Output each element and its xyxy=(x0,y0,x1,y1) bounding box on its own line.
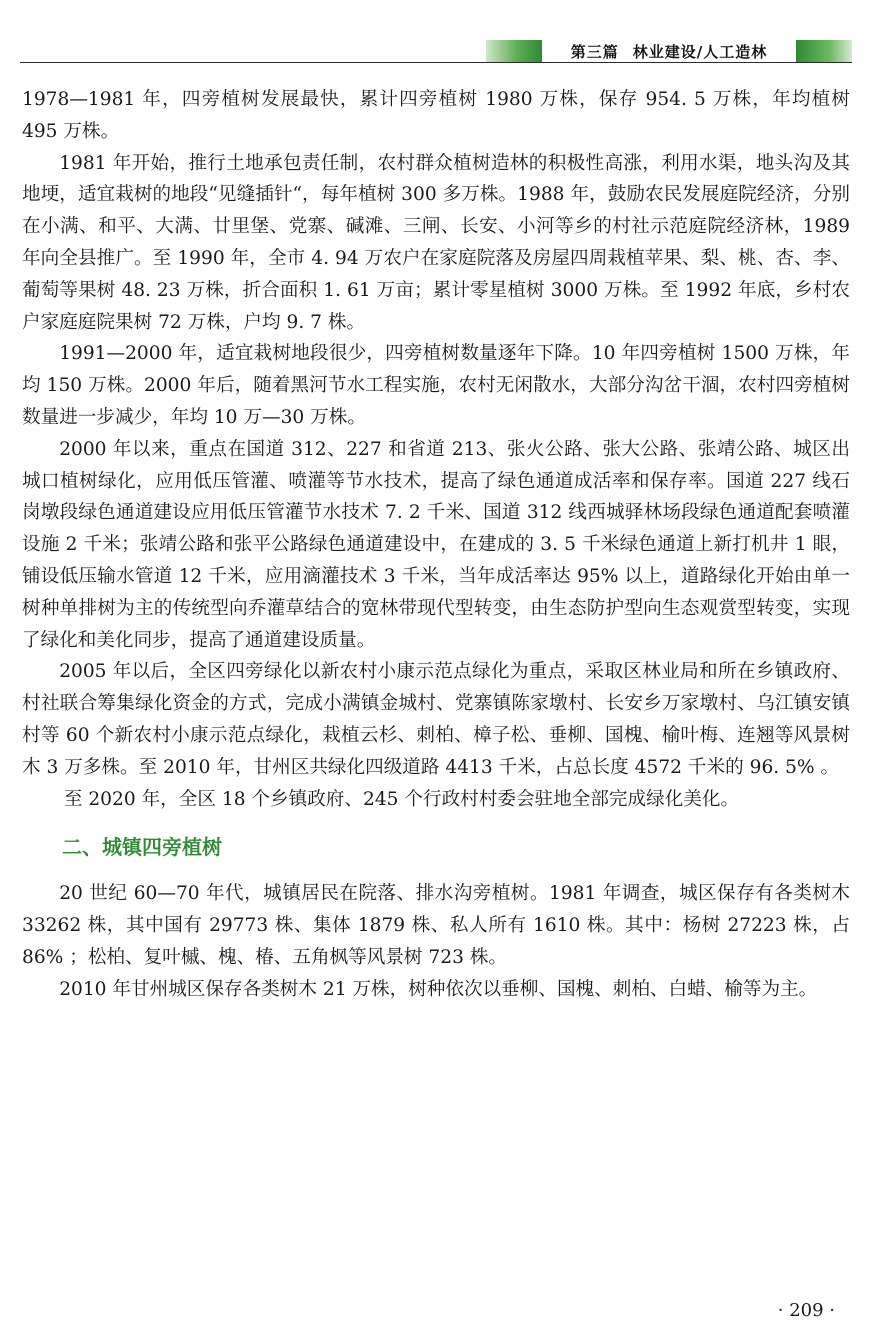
paragraph: 2000 年以来，重点在国道 312、227 和省道 213、张火公路、张大公路、张靖公路、城区出城口植树绿化，应用低压管灌、喷灌等节水技术，提高了绿色通道成活率和保存率。国道 227 线石岗墩段绿色通道建设应用低压管灌节水技术 7. 2 千米、国道 312 线西城驿林场段绿色通道配套喷灌设施 2 千米；张靖公路和张平公路绿色通道建设中，在建成的 3. 5 千米绿色通道上新打机井 1 眼，铺设低压输水管道 12 千米，应用滴灌技术 3 千米，当年成活率达 95% 以上，道路绿化开始由单一树种单排树为主的传统型向乔灌草结合的宽林带现代型转变，由生态防护型向生态观赏型转变，实现了绿化和美化同步，提高了通道建设质量。 xyxy=(22,438,850,651)
paragraph: 1981 年开始，推行土地承包责任制，农村群众植树造林的积极性高涨，利用水渠，地头沟及其地埂，适宜栽树的地段“见缝插针“，每年植树 300 多万株。1988 年，鼓励农民发展庭院经济，分别在小满、和平、大满、廿里堡、党寨、碱滩、三闸、长安、小河等乡的村社示范庭院经济林，1989 年向全县推广。至 1990 年，全市 4. 94 万农户在家庭院落及房屋四周栽植苹果、梨、桃、杏、李、葡萄等果树 48. 23 万株，折合面积 1. 61 万亩；累计零星植树 3000 万株。至 1992 年底，乡村农户家庭庭院果树 72 万株，户均 9. 7 株。 xyxy=(22,152,851,333)
paragraph-continued: 1978—1981 年，四旁植树发展最快，累计四旁植树 1980 万株，保存 954. 5 万株，年均植树 495 万株。 xyxy=(22,89,850,142)
paragraph: 1991—2000 年，适宜栽树地段很少，四旁植树数量逐年下降。10 年四旁植树 1500 万株，年均 150 万株。2000 年后，随着黑河节水工程实施，农村无闲散水，大部分沟岔干涸，农村四旁植树数量进一步减少，年均 10 万—30 万株。 xyxy=(22,343,850,428)
paragraph: 至 2020 年，全区 18 个乡镇政府、245 个行政村村委会驻地全部完成绿化美化。 xyxy=(63,788,740,810)
body-text xyxy=(22,84,850,1006)
header-part: 第三篇 xyxy=(570,42,619,61)
header-text xyxy=(542,40,796,62)
running-header xyxy=(486,40,852,62)
paragraph: 2005 年以后，全区四旁绿化以新农村小康示范点绿化为重点，采取区林业局和所在乡镇政府、村社联合筹集绿化资金的方式，完成小满镇金城村、党寨镇陈家墩村、长安乡万家墩村、乌江镇安镇村等 60 个新农村小康示范点绿化，栽植云杉、刺柏、樟子松、垂柳、国槐、榆叶梅、连翘等风景树木 3 万多株。至 2010 年，甘州区共绿化四级道路 4413 千米，占总长度 4572 千米的 96. 5% 。 xyxy=(22,661,850,778)
header-accent-bar-left xyxy=(486,40,542,62)
paragraph: 20 世纪 60—70 年代，城镇居民在院落、排水沟旁植树。1981 年调查，城区保存有各类树木 33262 株，其中国有 29773 株、集体 1879 株、私人所有 1610 株。其中：杨树 27223 株，占 86% ；松柏、复叶槭、槐、椿、五角枫等风景树 723 株。 xyxy=(22,883,850,968)
paragraph: 2010 年甘州城区保存各类树木 21 万株，树种依次以垂柳、国槐、刺柏、白蜡、榆等为主。 xyxy=(59,978,818,1000)
header-title: 林业建设/人工造林 xyxy=(632,42,768,61)
header-accent-bar-right xyxy=(796,40,852,62)
header-rule xyxy=(20,62,852,63)
section-heading: 二、城镇四旁植树 xyxy=(62,835,222,860)
page-number: · 209 · xyxy=(777,1300,835,1321)
